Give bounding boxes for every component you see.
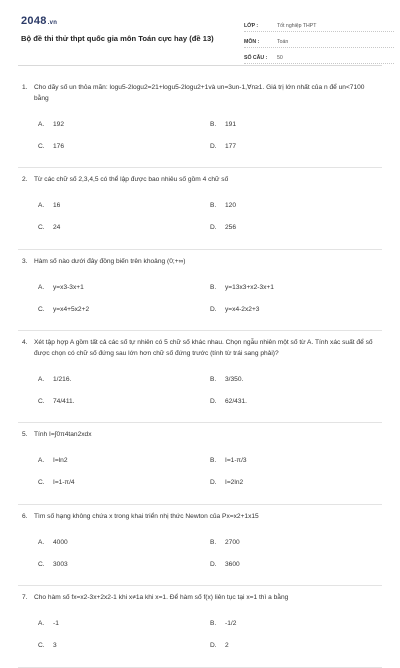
answer-option[interactable]: [38, 390, 210, 412]
option-value: 256: [225, 224, 237, 231]
option-letter: D.: [210, 397, 217, 405]
option-value: 3/350.: [225, 375, 244, 383]
answer-option[interactable]: [210, 368, 382, 390]
option-value: 2: [225, 642, 229, 649]
meta-row-subject: [244, 32, 394, 48]
question-text: Tìm số hạng không chứa x trong khai triển nhị thức Newton của Px=x2+1x15: [34, 512, 259, 520]
option-letter: B.: [210, 538, 217, 546]
answer-options: [18, 450, 382, 494]
meta-value: Toán: [277, 39, 289, 45]
option-value: 120: [225, 202, 237, 209]
option-letter: B.: [210, 202, 217, 209]
meta-label: MÔN :: [244, 39, 260, 45]
option-letter: C.: [38, 642, 45, 649]
meta-value: Tốt nghiệp THPT: [277, 23, 317, 29]
option-letter: A.: [38, 457, 45, 464]
option-letter: A.: [38, 202, 45, 209]
answer-option[interactable]: [210, 613, 382, 635]
option-letter: A.: [38, 375, 45, 383]
answer-option[interactable]: [38, 635, 210, 657]
answer-option[interactable]: [38, 613, 210, 635]
option-letter: D.: [210, 305, 217, 313]
answer-option[interactable]: [210, 450, 382, 472]
question-text-row: [18, 512, 382, 523]
answer-option[interactable]: [210, 472, 382, 494]
option-letter: A.: [38, 538, 45, 546]
question-list: [18, 76, 382, 668]
exam-meta: [244, 16, 394, 64]
option-letter: A.: [38, 283, 45, 291]
answer-option[interactable]: [38, 553, 210, 575]
question-text: Xét tập hợp A gồm tất cả các số tự nhiên có 5 chữ số khác nhau. Chọn ngẫu nhiên một số từ A. Tính xác suất để số được chọn có chữ số đứng sau lớn hơn chữ số đứng trước (tính từ trái sang phải)?: [34, 339, 373, 357]
question-number: 2.: [22, 176, 28, 183]
option-letter: C.: [38, 224, 45, 231]
question-text: Cho hàm số fx=x2-3x+2x2-1 khi x≠1a khi x=1. Để hàm số f(x) liên tục tại x=1 thì a bằng: [34, 594, 289, 601]
answer-option[interactable]: [210, 531, 382, 553]
answer-option[interactable]: [210, 635, 382, 657]
question-item: [18, 331, 382, 423]
question-number: 1.: [22, 84, 28, 91]
logo-text: 2048: [21, 15, 47, 27]
answer-option[interactable]: [38, 217, 210, 239]
answer-option[interactable]: [210, 195, 382, 217]
option-value: 177: [225, 142, 237, 150]
option-value: 2700: [225, 538, 240, 546]
option-letter: B.: [210, 375, 217, 383]
question-item: [18, 423, 382, 505]
answer-option[interactable]: [210, 217, 382, 239]
question-text: Cho dãy số un thỏa mãn: logu5-2logu2=21+logu5-2logu2+1và un=3un-1,∀n≥1. Giá trị lớn nhất của n để un<7100 bằng: [34, 84, 365, 102]
option-letter: C.: [38, 560, 45, 568]
option-letter: C.: [38, 142, 45, 150]
question-item: [18, 586, 382, 668]
answer-option[interactable]: [210, 553, 382, 575]
answer-option[interactable]: [38, 368, 210, 390]
answer-option[interactable]: [38, 531, 210, 553]
answer-options: [18, 368, 382, 412]
option-value: 24: [53, 224, 61, 231]
document-header: [18, 0, 382, 66]
option-value: -1/2: [225, 620, 237, 627]
answer-option[interactable]: [210, 113, 382, 135]
option-value: 191: [225, 120, 237, 128]
question-item: [18, 76, 382, 168]
option-value: 1/216.: [53, 375, 72, 383]
option-letter: C.: [38, 397, 45, 405]
answer-option[interactable]: [38, 472, 210, 494]
option-value: I=1-π/3: [225, 457, 247, 464]
question-text-row: [18, 430, 382, 441]
question-item: [18, 505, 382, 587]
answer-option[interactable]: [210, 298, 382, 320]
option-value: 74/411.: [53, 397, 75, 405]
answer-options: [18, 113, 382, 157]
option-letter: B.: [210, 120, 217, 128]
answer-option[interactable]: [38, 276, 210, 298]
option-value: -1: [53, 620, 59, 627]
option-value: I=2ln2: [225, 479, 244, 486]
meta-label: LỚP :: [244, 23, 259, 29]
question-number: 7.: [22, 594, 28, 601]
answer-option[interactable]: [38, 135, 210, 157]
answer-option[interactable]: [38, 450, 210, 472]
question-number: 6.: [22, 512, 28, 520]
option-value: 3003: [53, 560, 68, 568]
answer-option[interactable]: [210, 390, 382, 412]
option-letter: B.: [210, 283, 217, 291]
option-letter: B.: [210, 457, 217, 464]
option-value: 62/431.: [225, 397, 247, 405]
answer-option[interactable]: [38, 195, 210, 217]
logo-suffix: .vn: [47, 20, 58, 26]
question-text-row: [18, 175, 382, 186]
meta-row-count: [244, 48, 394, 64]
option-value: 176: [53, 142, 65, 150]
answer-options: [18, 276, 382, 320]
option-value: 16: [53, 202, 61, 209]
option-value: 4000: [53, 538, 68, 546]
option-value: I=1-π/4: [53, 479, 75, 486]
question-text: Hàm số nào dưới đây đồng biến trên khoảng (0;+∞): [34, 257, 186, 265]
option-value: y=x4+5x2+2: [53, 305, 90, 313]
question-text-row: [18, 593, 382, 604]
question-item: [18, 250, 382, 332]
question-text-row: [18, 338, 382, 359]
option-letter: A.: [38, 620, 45, 627]
question-text-row: [18, 83, 382, 104]
document-title: Bộ đề thi thử thpt quốc gia môn Toán cực hay (đề 13): [21, 34, 214, 43]
option-letter: D.: [210, 224, 217, 231]
question-text: Từ các chữ số 2,3,4,5 có thể lập được bao nhiêu số gồm 4 chữ số: [34, 176, 229, 183]
answer-options: [18, 613, 382, 657]
option-letter: D.: [210, 142, 217, 150]
option-letter: D.: [210, 560, 217, 568]
option-value: 3600: [225, 560, 240, 568]
option-letter: C.: [38, 305, 45, 313]
meta-value: 50: [277, 55, 283, 61]
option-value: 192: [53, 120, 65, 128]
option-value: I=ln2: [53, 457, 68, 464]
question-number: 3.: [22, 257, 28, 265]
option-letter: C.: [38, 479, 45, 486]
meta-label: SỐ CÂU :: [244, 55, 268, 61]
answer-option[interactable]: [210, 135, 382, 157]
option-letter: D.: [210, 642, 217, 649]
question-number: 4.: [22, 339, 28, 346]
answer-option[interactable]: [38, 298, 210, 320]
question-number: 5.: [22, 431, 28, 438]
question-text: Tính I=∫0π4tan2xdx: [34, 431, 92, 438]
answer-option[interactable]: [210, 276, 382, 298]
site-logo[interactable]: [21, 15, 57, 27]
option-letter: B.: [210, 620, 217, 627]
answer-options: [18, 195, 382, 239]
meta-row-class: [244, 16, 394, 32]
question-item: [18, 168, 382, 250]
option-letter: A.: [38, 120, 45, 128]
answer-options: [18, 531, 382, 575]
option-value: y=x3-3x+1: [53, 283, 84, 291]
option-value: y=13x3+x2-3x+1: [225, 283, 274, 291]
answer-option[interactable]: [38, 113, 210, 135]
option-value: 3: [53, 642, 57, 649]
option-value: y=x4-2x2+3: [225, 305, 260, 313]
question-text-row: [18, 257, 382, 268]
option-letter: D.: [210, 479, 217, 486]
